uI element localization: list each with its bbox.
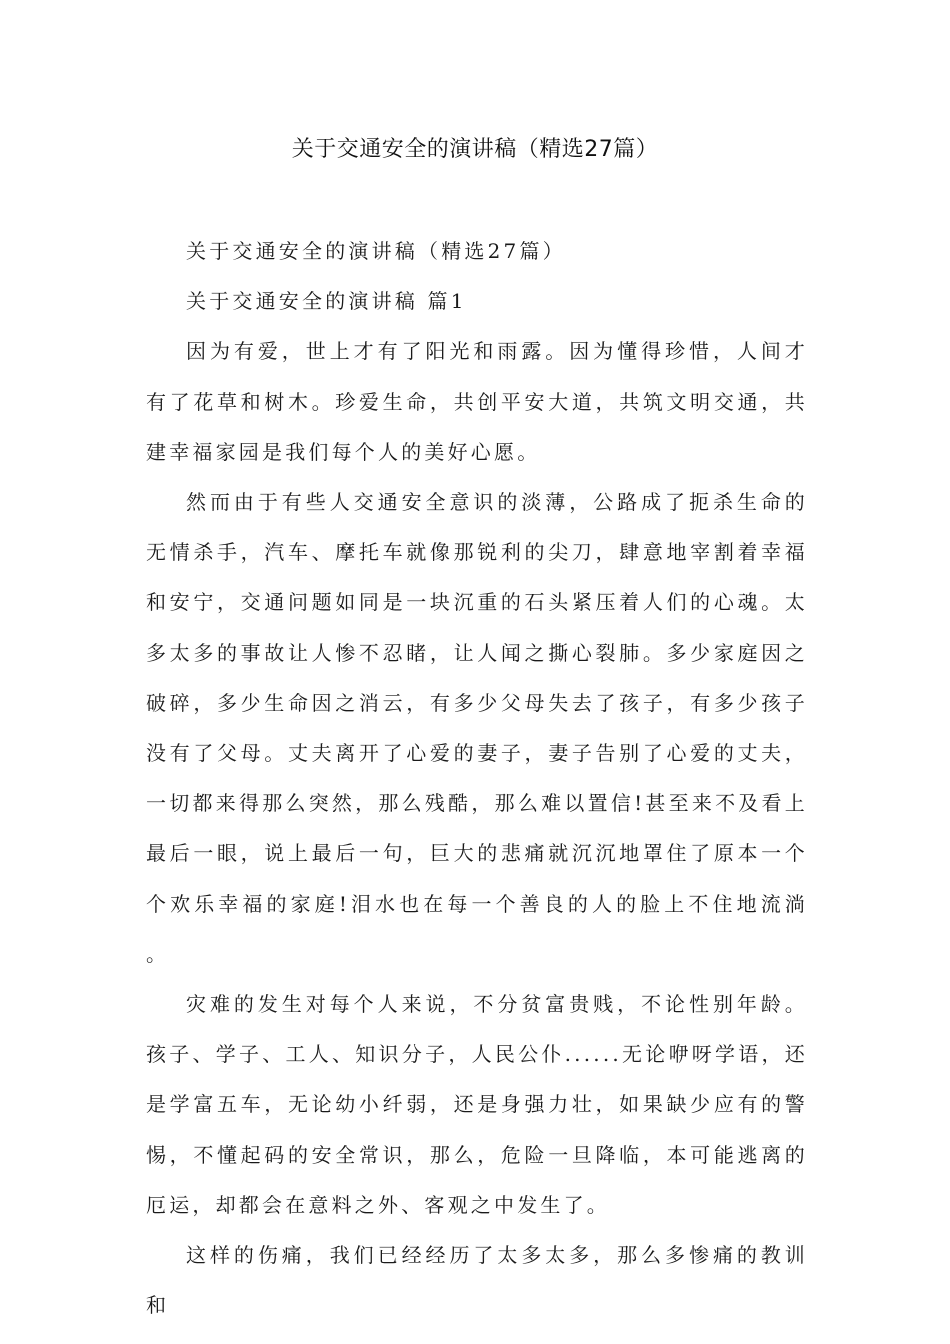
- paragraph-4: 这样的伤痛，我们已经经历了太多太多，那么多惨痛的教训和: [146, 1243, 808, 1318]
- section-heading: 关于交通安全的演讲稿 篇1: [186, 289, 467, 314]
- document-title: 关于交通安全的演讲稿（精选27篇）: [291, 137, 659, 162]
- document-body: [146, 226, 808, 1330]
- paragraph-1: 因为有爱，世上才有了阳光和雨露。因为懂得珍惜，人间才有了花草和树木。珍爱生命，共创平安大道，共筑文明交通，共建幸福家园是我们每个人的美好心愿。: [146, 339, 808, 464]
- paragraph-3: 灾难的发生对每个人来说，不分贫富贵贱，不论性别年龄。孩子、学子、工人、知识分子，人民公仆......无论咿呀学语，还是学富五车，无论幼小纤弱，还是身强力壮，如果缺少应有的警惕，不懂起码的安全常识，那么，危险一旦降临，本可能逃离的厄运，却都会在意料之外、客观之中发生了。: [146, 992, 808, 1217]
- paragraph-2: 然而由于有些人交通安全意识的淡薄，公路成了扼杀生命的无情杀手，汽车、摩托车就像那锐利的尖刀，肆意地宰割着幸福和安宁，交通问题如同是一块沉重的石头紧压着人们的心魂。太多太多的事故让人惨不忍睹，让人闻之撕心裂肺。多少家庭因之破碎，多少生命因之消云，有多少父母失去了孩子，有多少孩子没有了父母。丈夫离开了心爱的妻子，妻子告别了心爱的丈夫，一切都来得那么突然，那么残酷，那么难以置信!甚至来不及看上最后一眼，说上最后一句，巨大的悲痛就沉沉地罩住了原本一个个欢乐幸福的家庭!泪水也在每一个善良的人的脸上不住地流淌 。: [146, 490, 808, 966]
- document-subtitle: 关于交通安全的演讲稿（精选27篇）: [186, 239, 566, 263]
